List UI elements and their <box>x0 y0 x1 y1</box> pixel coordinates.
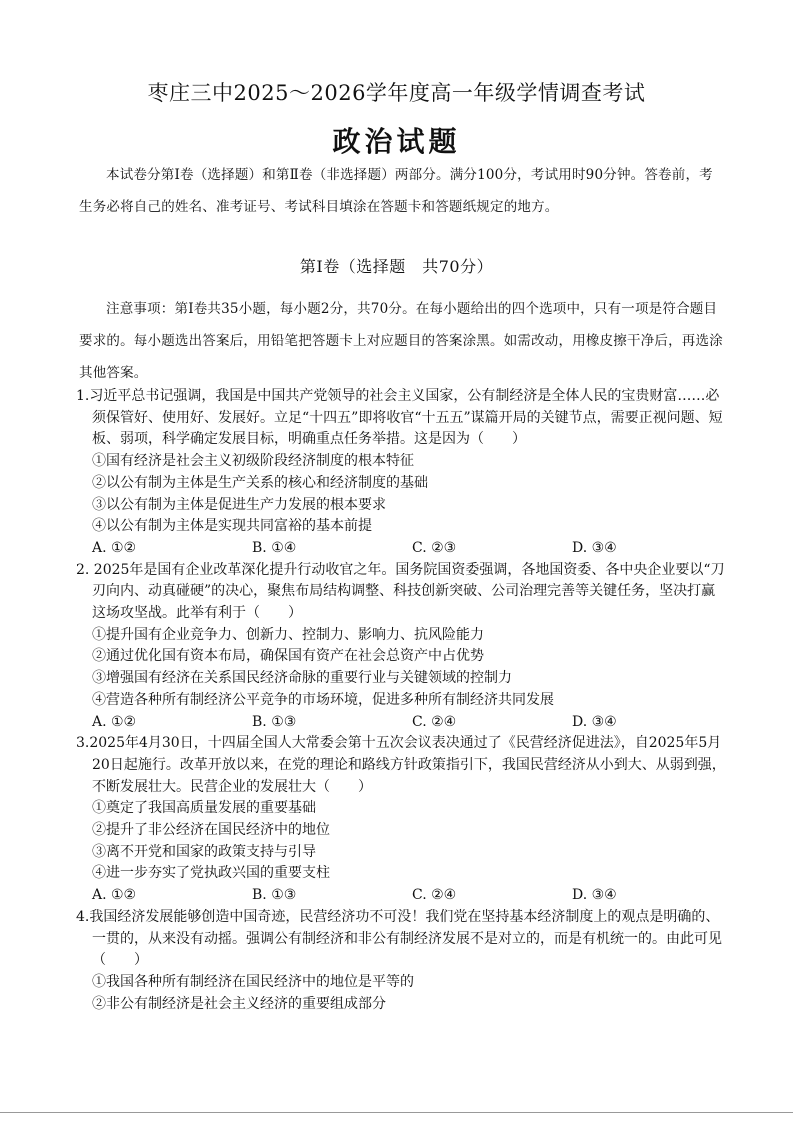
answer-choice-d: D. ③④ <box>572 887 617 904</box>
subject-title: 政治试题 <box>332 125 461 158</box>
question-stem: 3.2025年4月30日，十四届全国人大常委会第十五次会议表决通过了《民营经济促进法》，自2025年5月20日起施行。改革开放以来，在党的理论和路线方针政策指引下，我国民营经济从小到大、从弱到强，不断发展壮大。民营企业的发展壮大（ ） <box>76 735 726 795</box>
statement-option: ①奠定了我国高质量发展的重要基础 <box>92 800 316 817</box>
answer-choices <box>76 712 726 734</box>
answer-choice-a: A. ①② <box>92 713 137 730</box>
statement-option: ④进一步夯实了党执政兴国的重要支柱 <box>92 865 330 882</box>
statement-option: ④以公有制为主体是实现共同富裕的基本前提 <box>92 518 372 535</box>
question-3 <box>76 733 726 907</box>
answer-choice-c: C. ②④ <box>412 713 457 730</box>
statement-option: ③离不开党和国家的政策支持与引导 <box>92 843 316 860</box>
answer-choice-a: A. ①② <box>92 539 137 556</box>
answer-choice-b: B. ①③ <box>252 713 297 730</box>
answer-choice-c: C. ②④ <box>412 887 457 904</box>
answer-choice-d: D. ③④ <box>572 539 617 556</box>
question-2 <box>76 560 726 734</box>
exam-title: 枣庄三中2025～2026学年度高一年级学情调查考试 <box>147 81 646 105</box>
question-list <box>76 386 726 1015</box>
statement-option: ③以公有制为主体是促进生产力发展的根本要求 <box>92 496 386 513</box>
statement-option: ①我国各种所有制经济在国民经济中的地位是平等的 <box>92 973 414 990</box>
statement-option: ③增强国有经济在关系国民经济命脉的重要行业与关键领域的控制力 <box>92 670 512 687</box>
answer-choices <box>76 538 726 560</box>
statement-option: ②提升了非公经济在国民经济中的地位 <box>92 822 330 839</box>
statement-option: ②以公有制为主体是生产关系的核心和经济制度的基础 <box>92 474 428 491</box>
answer-choice-b: B. ①④ <box>252 539 297 556</box>
question-4 <box>76 907 726 1016</box>
answer-choice-a: A. ①② <box>92 887 137 904</box>
statement-option: ④营造各种所有制经济公平竞争的市场环境，促进多种所有制经济共同发展 <box>92 691 554 708</box>
exam-instructions: 本试卷分第Ⅰ卷（选择题）和第Ⅱ卷（非选择题）两部分。满分100分，考试用时90分钟。答卷前，考生务必将自己的姓名、准考证号、考试科目填涂在答题卡和答题纸规定的地方。 <box>79 167 713 215</box>
section-title: 第Ⅰ卷（选择题 共70分） <box>299 257 494 276</box>
statement-option: ②非公有制经济是社会主义经济的重要组成部分 <box>92 995 386 1012</box>
answer-choice-c: C. ②③ <box>412 539 457 556</box>
question-stem: 4.我国经济发展能够创造中国奇迹，民营经济功不可没！我们党在坚持基本经济制度上的观点是明确的、一贯的，从来没有动摇。强调公有制经济和非公有制经济发展不是对立的，而是有机统一的。由此可见（ ） <box>76 908 722 969</box>
statement-option: ②通过优化国有资本布局，确保国有资产在社会总资产中占优势 <box>92 648 484 665</box>
question-stem: 2. 2025年是国有企业改革深化提升行动收官之年。国务院国资委强调，各地国资委、各中央企业要以“刀刃向内、动真碰硬”的决心，聚焦布局结构调整、科技创新突破、公司治理完善等关键任务，坚决打赢这场攻坚战。此举有利于（ ） <box>76 561 725 622</box>
page-bottom-rule <box>0 1112 793 1113</box>
answer-choice-b: B. ①③ <box>252 887 297 904</box>
statement-option: ①提升国有企业竞争力、创新力、控制力、影响力、抗风险能力 <box>92 626 484 643</box>
answer-choice-d: D. ③④ <box>572 713 617 730</box>
question-1 <box>76 386 726 560</box>
statement-option: ①国有经济是社会主义初级阶段经济制度的根本特征 <box>92 453 414 470</box>
notice: 注意事项：第Ⅰ卷共35小题，每小题2分，共70分。在每小题给出的四个选项中，只有一项是符合题目要求的。每小题选出答案后，用铅笔把答题卡上对应题目的答案涂黑。如需改动，用橡皮擦干净后，再选涂其他答案。 <box>79 301 723 381</box>
question-stem: 1.习近平总书记强调，我国是中国共产党领导的社会主义国家，公有制经济是全体人民的宝贵财富……必须保管好、使用好、发展好。立足“十四五”即将收官“十五五”谋篇开局的关键节点，需要正视问题、短板、弱项，科学确定发展目标，明确重点任务举措。这是因为（ ） <box>76 388 723 448</box>
answer-choices <box>76 885 726 907</box>
